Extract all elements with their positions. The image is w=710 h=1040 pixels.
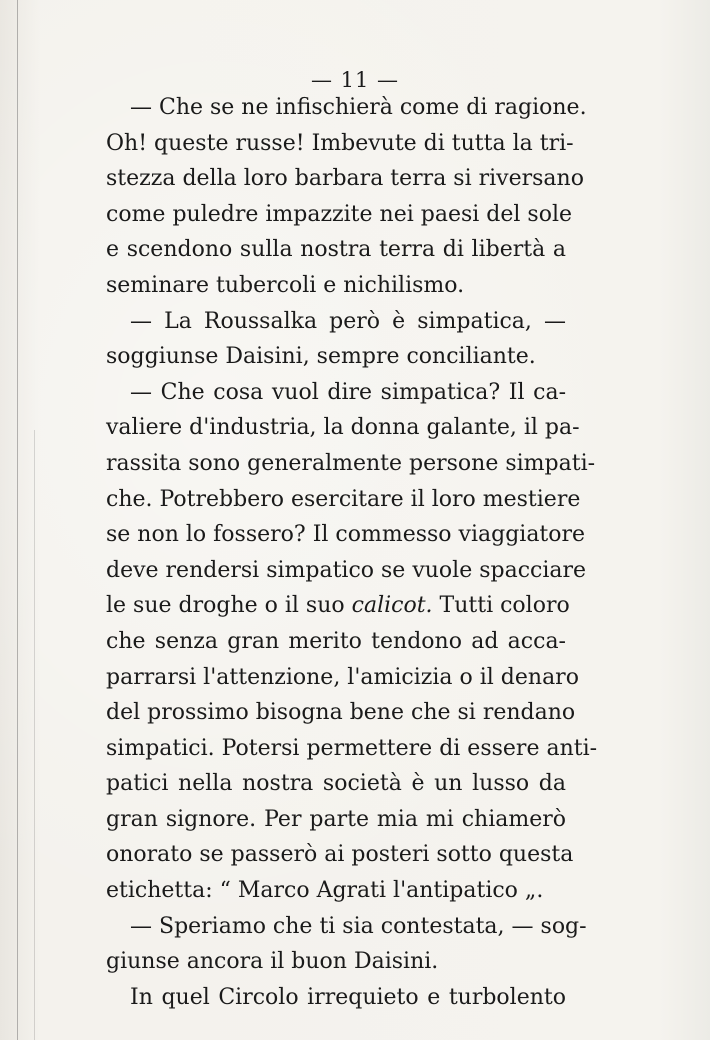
text-line	[106, 588, 570, 624]
text-line: giunse ancora il buon Daisini.	[106, 949, 439, 975]
text-line: seminare tubercoli e nichilismo.	[106, 272, 465, 298]
text-line: valiere d'industria, la donna galante, il pa-	[106, 415, 580, 441]
text-line: parrarsi l'attenzione, l'amicizia o il denaro	[106, 664, 579, 690]
italic-word: calicot.	[351, 593, 433, 619]
text-line: etichetta: “ Marco Agrati l'antipatico „.	[106, 878, 544, 904]
text-line: che. Potrebbero esercitare il loro mestiere	[106, 486, 581, 512]
text-line: simpatici. Potersi permettere di essere anti-	[106, 735, 598, 761]
text-line: stezza della loro barbara terra si riversano	[106, 166, 584, 192]
text-line: e scendono sulla nostra terra di libertà a	[106, 237, 566, 263]
text-line: onorato se passerò ai posteri sotto questa	[106, 842, 574, 868]
text-line: che senza gran merito tendono ad acca-	[106, 628, 566, 654]
body-text	[106, 90, 598, 1015]
text-line: — Speriamo che ti sia contestata, — sog-	[130, 913, 587, 939]
text-line: Oh! queste russe! Imbevute di tutta la tri-	[106, 130, 574, 156]
text-line: patici nella nostra società è un lusso da	[106, 771, 566, 797]
text-segment: le sue droghe o il suo	[106, 593, 352, 619]
text-line: rassita sono generalmente persone simpati-	[106, 450, 596, 476]
text-line: del prossimo bisogna bene che si rendano	[106, 700, 576, 726]
text-line: deve rendersi simpatico se vuole spacciare	[106, 557, 587, 583]
text-line: — Che se ne infischierà come di ragione.	[130, 95, 587, 120]
page-number: — 11 —	[310, 68, 400, 92]
page-gutter-shadow	[34, 430, 35, 1040]
text-line: soggiunse Daisini, sempre conciliante.	[106, 344, 536, 370]
page-gutter-line	[17, 0, 18, 1040]
text-line: gran signore. Per parte mia mi chiamerò	[106, 806, 566, 832]
text-line: In quel Circolo irrequieto e turbolento	[130, 984, 566, 1010]
text-line: se non lo fossero? Il commesso viaggiatore	[106, 522, 586, 548]
text-line: come puledre impazzite nei paesi del sole	[106, 201, 573, 227]
text-line: — La Roussalka però è simpatica, —	[130, 308, 566, 334]
text-line: — Che cosa vuol dire simpatica? Il ca-	[130, 379, 566, 405]
text-segment: Tutti coloro	[432, 593, 570, 619]
